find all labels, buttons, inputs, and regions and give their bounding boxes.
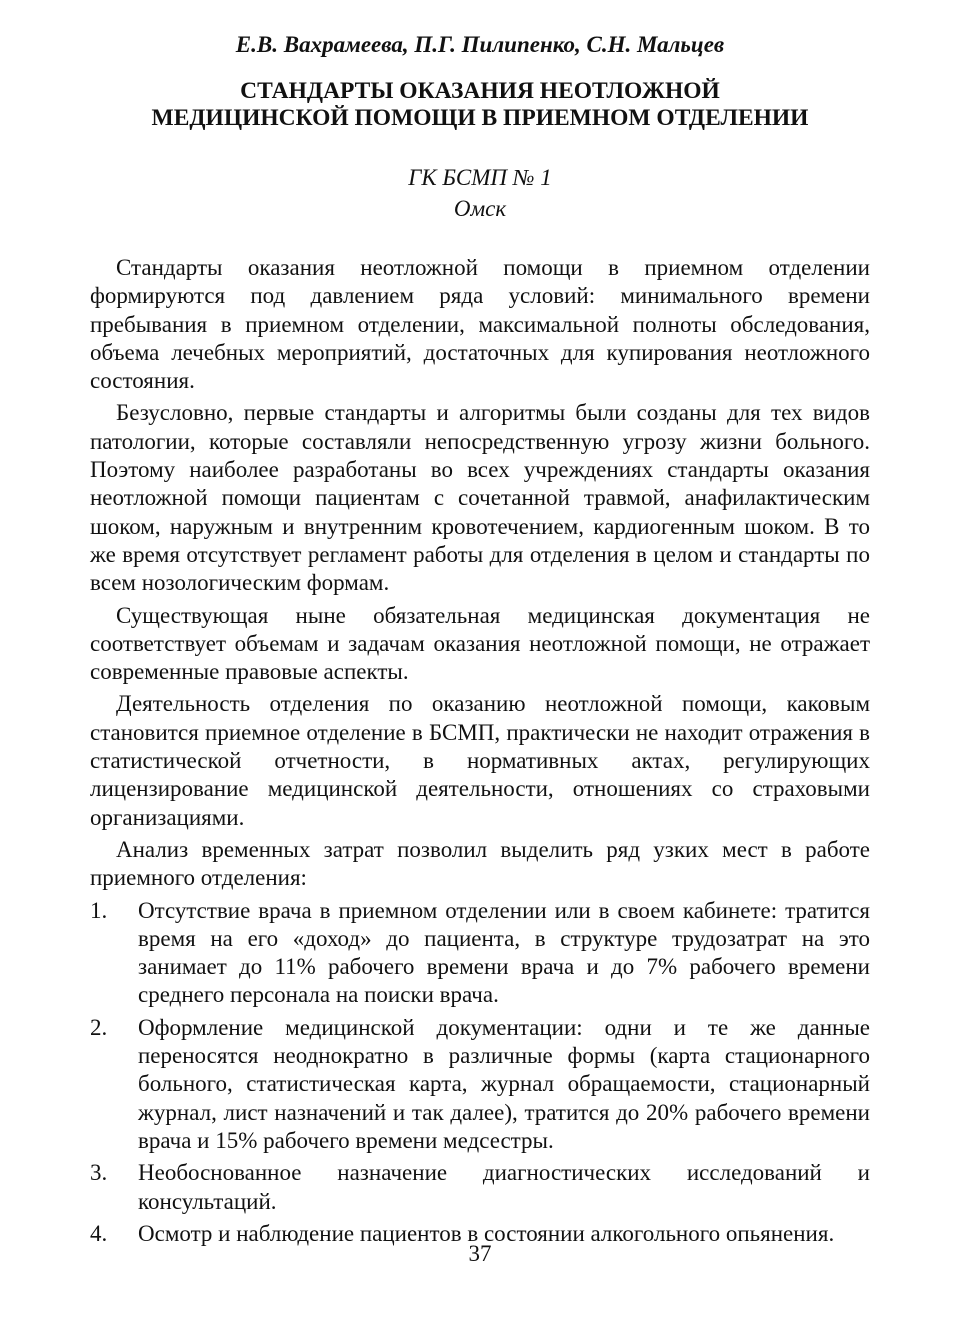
list-item-number: 2. (90, 1014, 108, 1040)
list-item-text: Осмотр и наблюдение пациентов в состоянии алкогольного опьянения. (138, 1220, 835, 1246)
list-item (90, 1159, 870, 1216)
title-line-2: МЕДИЦИНСКОЙ ПОМОЩИ В ПРИЕМНОМ ОТДЕЛЕНИИ (151, 105, 809, 131)
authors-line: Е.В. Вахрамеева, П.Г. Пилипенко, С.Н. Мальцев (235, 32, 725, 57)
page-number: 37 (468, 1241, 492, 1266)
paragraph: Существующая ныне обязательная медицинская документация не соответствует объемам и задачам оказания неотложной помощи, не отражает современные правовые аспекты. (90, 602, 870, 685)
article-title (90, 78, 870, 132)
list-item-text: Отсутствие врача в приемном отделении или в своем кабинете: тратится время на его «доход» до пациента, в структуре трудозатрат на это занимает до 11% рабочего времени врача и до 7% рабочего времени среднего персонала на поиски врача. (138, 897, 870, 1008)
list-item-text: Необоснованное назначение диагностических исследований и консультаций. (138, 1160, 870, 1214)
list-item (90, 897, 870, 1010)
paragraph: Безусловно, первые стандарты и алгоритмы были созданы для тех видов патологии, которые составляли непосредственную угрозу жизни больного. Поэтому наиболее разработаны во всех учреждениях стандарты оказания неотложной помощи пациентам с сочетанной травмой, анафилактическим шоком, наружным и внутренним кровотечением, кардиогенным шоком. В то же время отсутствует регламент работы для отделения в целом и стандарты по всем нозологическим формам. (90, 400, 870, 596)
list-item-number: 3. (90, 1160, 108, 1186)
paragraph: Стандарты оказания неотложной помощи в приемном отделении формируются под давлением ряда условий: минимального времени пребывания в приемном отделении, максимальной полноты обследования, объема лечебных мероприятий, достаточных для купирования неотложного состояния. (90, 255, 870, 394)
article-body (90, 254, 870, 1248)
list-item-number: 1. (90, 897, 108, 923)
city-name: Омск (453, 196, 507, 221)
list-item (90, 1014, 870, 1155)
affiliation (90, 162, 870, 224)
paragraph: Анализ временных затрат позволил выделить ряд узких мест в работе приемного отделения: (90, 836, 870, 891)
list-item-number: 4. (90, 1220, 108, 1246)
bottleneck-list (90, 897, 870, 1249)
paragraph: Деятельность отделения по оказанию неотложной помощи, каковым становится приемное отделение в БСМП, практически не находит отражения в статистической отчетности, в нормативных актах, регулирующих лицензирование медицинской деятельности, отношениях со страховыми организациями. (90, 691, 870, 830)
list-item-text: Оформление медицинской документации: одни и те же данные переносятся неоднократно в различные формы (карта стационарного больного, статистическая карта, журнал обращаемости, стационарный журнал, лист назначений и так далее), тратится до 20% рабочего времени врача и 15% рабочего времени медсестры. (138, 1014, 870, 1153)
title-line-1: СТАНДАРТЫ ОКАЗАНИЯ НЕОТЛОЖНОЙ (240, 78, 720, 104)
institution-name: ГК БСМП № 1 (408, 165, 552, 190)
